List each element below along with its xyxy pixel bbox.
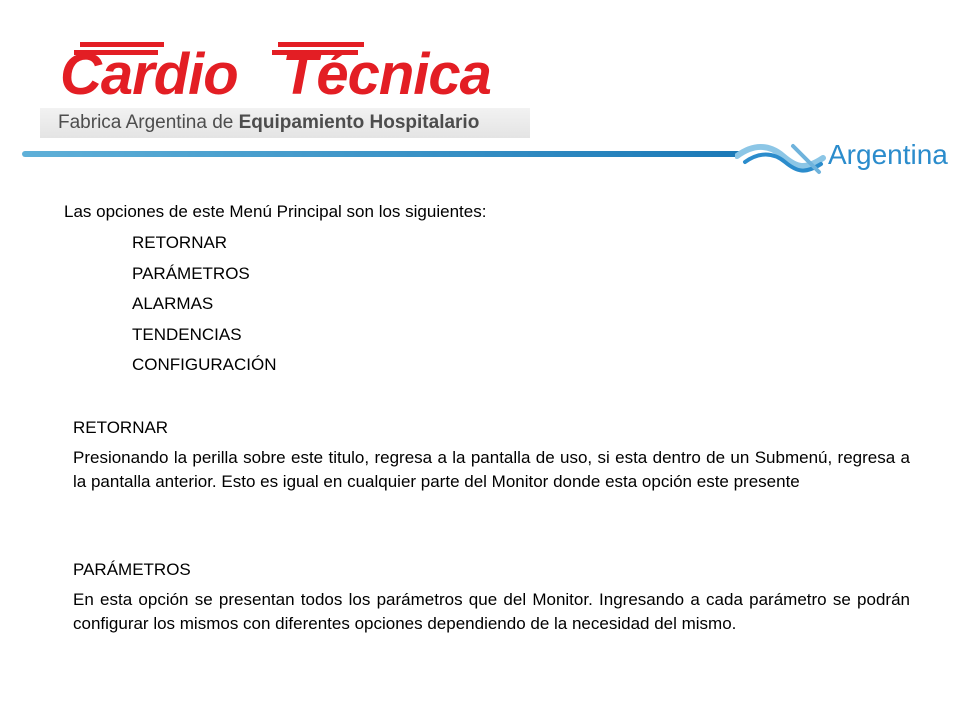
country-label: Argentina: [828, 139, 948, 170]
section-heading: PARÁMETROS: [73, 560, 191, 579]
menu-option-configuracion: CONFIGURACIÓN: [132, 355, 277, 374]
section-body: Presionando la perilla sobre este titulo, regresa a la pantalla de uso, si esta dentro de un Submenú, regresa a la pantalla anterior. Esto es igual en cualquier parte del Monitor donde esta opción este presente: [73, 448, 910, 491]
menu-option-alarmas: ALARMAS: [132, 294, 214, 313]
cardio-tecnica-logo: [40, 38, 530, 138]
logo-wordmark: [60, 42, 491, 108]
main-menu-options-list: [132, 233, 277, 386]
menu-option-tendencias: TENDENCIAS: [132, 324, 242, 344]
section-heading: RETORNAR: [73, 418, 169, 437]
logo-tagline-bold: Equipamiento Hospitalario: [238, 112, 480, 133]
menu-option-parametros: PARÁMETROS: [132, 263, 250, 283]
header-divider: [22, 151, 742, 157]
intro-text: Las opciones de este Menú Principal son los siguientes:: [64, 202, 487, 221]
section-parametros: [73, 558, 910, 636]
menu-option-retornar: RETORNAR: [132, 233, 228, 252]
logo-tagline: [58, 112, 479, 134]
section-body: En esta opción se presentan todos los parámetros que del Monitor. Ingresando a cada parámetro se podrán configurar los mismos con diferentes opciones dependiendo de la necesidad del mismo.: [73, 590, 910, 633]
logo-word-tecnica: Técnica: [281, 42, 491, 107]
logo-tagline-prefix: Fabrica Argentina de: [58, 112, 239, 133]
section-retornar: [73, 416, 910, 494]
argentina-wave-icon: [735, 140, 827, 180]
logo-word-cardio: Cardio: [60, 42, 238, 107]
